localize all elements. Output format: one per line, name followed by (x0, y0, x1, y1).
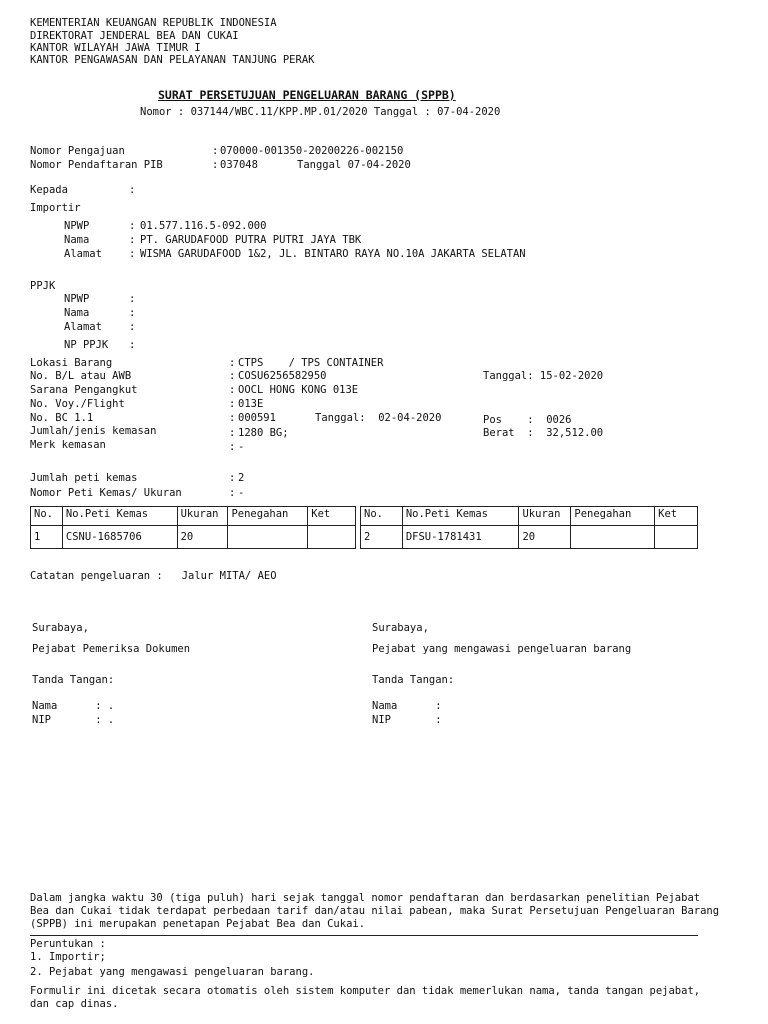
sig-right-role: Pejabat yang mengawasi pengeluaran barang (372, 643, 632, 655)
colon: : (229, 472, 236, 484)
colon: : (129, 248, 136, 260)
cell-ukuran: 20 (519, 526, 571, 549)
ppjk-alamat-label: Alamat (64, 321, 102, 333)
cell-ukuran: 20 (177, 526, 228, 549)
cell-peti: CSNU-1685706 (62, 526, 177, 549)
importir-npwp-label: NPWP (64, 220, 90, 232)
bl-value: COSU6256582950 (238, 370, 327, 382)
bc-value: 000591 (238, 412, 276, 424)
header-ket: Ket (655, 507, 698, 526)
colon: : (129, 220, 136, 232)
cell-no: 2 (361, 526, 403, 549)
document-number: Nomor : 037144/WBC.11/KPP.MP.01/2020 Tanggal : 07-04-2020 (140, 106, 501, 118)
kemasan-value: 1280 BG; (238, 427, 289, 439)
sig-left-ttd: Tanda Tangan: (32, 674, 115, 686)
header-ministry: KEMENTERIAN KEUANGAN REPUBLIK INDONESIA (30, 17, 277, 29)
sig-right-ttd: Tanda Tangan: (372, 674, 455, 686)
voy-value: 013E (238, 398, 264, 410)
header-service-office: KANTOR PENGAWASAN DAN PELAYANAN TANJUNG PERAK (30, 54, 315, 66)
pos-value: Pos : 0026 (483, 414, 572, 426)
peruntukan-label: Peruntukan : (30, 938, 106, 950)
nomor-pib-value: 037048 (220, 159, 258, 171)
header-peti: No.Peti Kemas (402, 507, 519, 526)
colon: : (229, 487, 236, 499)
importir-alamat: WISMA GARUDAFOOD 1&2, JL. BINTARO RAYA NO.10A JAKARTA SELATAN (140, 248, 526, 260)
bl-label: No. B/L atau AWB (30, 370, 132, 382)
catatan-pengeluaran: Catatan pengeluaran : Jalur MITA/ AEO (30, 570, 277, 582)
bc-tanggal: Tanggal: 02-04-2020 (315, 412, 442, 424)
merk-value: - (238, 441, 245, 453)
bl-tanggal: Tanggal: 15-02-2020 (483, 370, 604, 382)
table-header-row (31, 507, 356, 526)
header-penegahan: Penegahan (228, 507, 308, 526)
colon: : (129, 307, 136, 319)
sarana-value: OOCL HONG KONG 013E (238, 384, 359, 396)
lokasi-label: Lokasi Barang (30, 357, 113, 369)
ppjk-np-label: NP PPJK (64, 339, 109, 351)
colon: : (229, 427, 236, 439)
header-peti: No.Peti Kemas (62, 507, 177, 526)
jumlah-petikemas-label: Jumlah peti kemas (30, 472, 138, 484)
kemasan-label: Jumlah/jenis kemasan (30, 425, 157, 437)
importir-npwp: 01.577.116.5-092.000 (140, 220, 267, 232)
cell-ket (655, 526, 698, 549)
nomor-petikemas-label: Nomor Peti Kemas/ Ukuran (30, 487, 182, 499)
cell-penegahan (571, 526, 655, 549)
nomor-pengajuan-label: Nomor Pengajuan (30, 145, 125, 157)
sarana-label: Sarana Pengangkut (30, 384, 138, 396)
table-row (361, 526, 698, 549)
jumlah-petikemas-value: 2 (238, 472, 245, 484)
lokasi-value: CTPS / TPS CONTAINER (238, 357, 384, 369)
header-regional-office: KANTOR WILAYAH JAWA TIMUR I (30, 42, 201, 54)
colon: : (229, 370, 236, 382)
tanggal-pib: Tanggal 07-04-2020 (297, 159, 411, 171)
ppjk-npwp-label: NPWP (64, 293, 90, 305)
sig-right-nama: Nama : (372, 700, 442, 712)
peruntukan-item-2: 2. Pejabat yang mengawasi pengeluaran barang. (30, 966, 315, 978)
ppjk-nama-label: Nama (64, 307, 90, 319)
colon: : (229, 441, 236, 453)
container-table-left (30, 506, 356, 549)
colon: : (129, 184, 136, 196)
table-row (31, 526, 356, 549)
sig-right-city: Surabaya, (372, 622, 429, 634)
importir-alamat-label: Alamat (64, 248, 102, 260)
importir-nama-label: Nama (64, 234, 90, 246)
peruntukan-item-1: 1. Importir; (30, 951, 106, 963)
importir-heading: Importir (30, 202, 81, 214)
colon: : (229, 357, 236, 369)
table-header-row (361, 507, 698, 526)
sig-left-city: Surabaya, (32, 622, 89, 634)
colon: : (229, 384, 236, 396)
colon: : (229, 412, 236, 424)
colon: : (212, 159, 219, 171)
merk-label: Merk kemasan (30, 439, 106, 451)
header-ket: Ket (308, 507, 356, 526)
cell-penegahan (228, 526, 308, 549)
header-ukuran: Ukuran (177, 507, 228, 526)
header-penegahan: Penegahan (571, 507, 655, 526)
sig-left-nama: Nama : . (32, 700, 115, 712)
nomor-pengajuan-value: 070000-001350-20200226-002150 (220, 145, 404, 157)
container-table-right (360, 506, 698, 549)
colon: : (129, 339, 136, 351)
colon: : (129, 321, 136, 333)
header-no: No. (31, 507, 63, 526)
kepada-label: Kepada (30, 184, 68, 196)
header-directorate: DIREKTORAT JENDERAL BEA DAN CUKAI (30, 30, 239, 42)
sig-left-nip: NIP : . (32, 714, 115, 726)
bc-label: No. BC 1.1 (30, 412, 94, 424)
header-ukuran: Ukuran (519, 507, 571, 526)
importir-nama: PT. GARUDAFOOD PUTRA PUTRI JAYA TBK (140, 234, 362, 246)
colon: : (129, 293, 136, 305)
colon: : (212, 145, 219, 157)
cell-peti: DFSU-1781431 (402, 526, 519, 549)
berat-value: Berat : 32,512.00 (483, 427, 604, 439)
nomor-petikemas-value: - (238, 487, 245, 499)
colon: : (229, 398, 236, 410)
nomor-pib-label: Nomor Pendaftaran PIB (30, 159, 163, 171)
voy-label: No. Voy./Flight (30, 398, 125, 410)
colon: : (129, 234, 136, 246)
footer-note: Formulir ini dicetak secara otomatis oleh sistem komputer dan tidak memerlukan nama, tanda tangan pejabat, dan cap dinas. (30, 985, 701, 1010)
footer-statement: Dalam jangka waktu 30 (tiga puluh) hari sejak tanggal nomor pendaftaran dan berdasarkan penelitian Pejabat Bea dan Cukai tidak terdapat perbedaan tarif dan/atau nilai pabean, maka Surat Persetujuan Pengeluaran Barang (SPPB) ini merupakan penetapan Pejabat Bea dan Cukai. (30, 892, 720, 930)
ppjk-heading: PPJK (30, 280, 56, 292)
header-no: No. (361, 507, 403, 526)
sig-left-role: Pejabat Pemeriksa Dokumen (32, 643, 191, 655)
footer-divider (30, 935, 698, 936)
document-title: SURAT PERSETUJUAN PENGELUARAN BARANG (SPPB) (158, 88, 456, 102)
cell-no: 1 (31, 526, 63, 549)
sig-right-nip: NIP : (372, 714, 442, 726)
cell-ket (308, 526, 356, 549)
